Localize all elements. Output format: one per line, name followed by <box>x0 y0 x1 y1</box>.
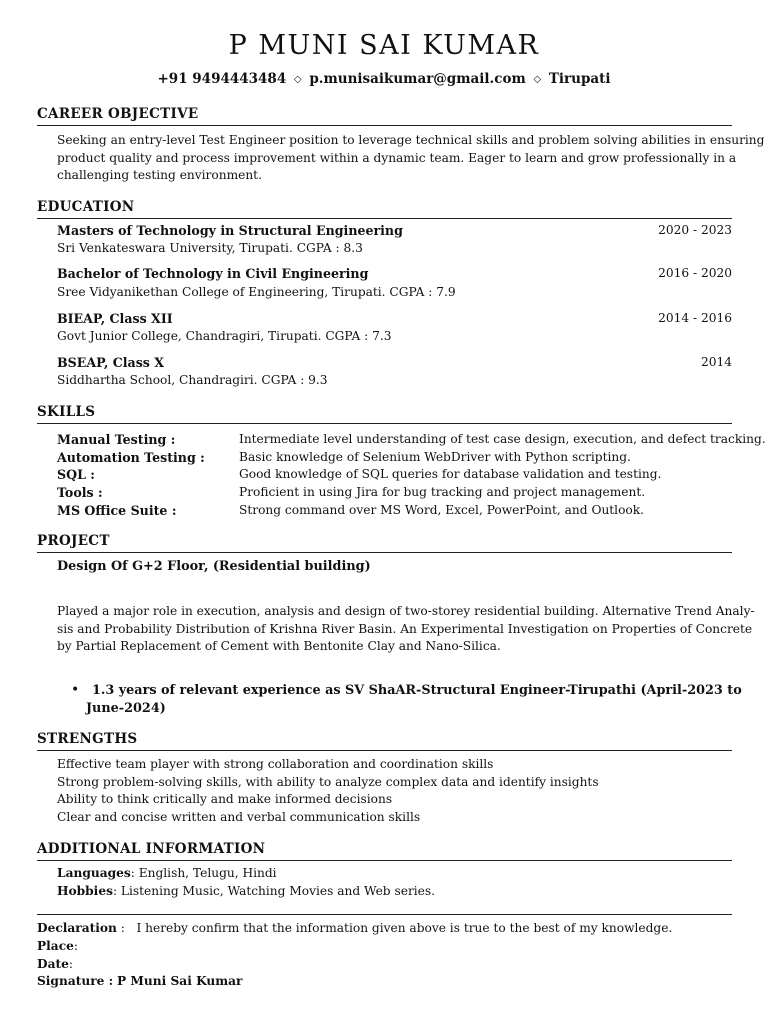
section-divider <box>37 125 732 126</box>
languages-row <box>57 866 277 880</box>
section-divider <box>37 750 732 751</box>
bullet-dot-icon: • <box>71 682 80 698</box>
section-divider <box>37 914 732 915</box>
education-institution: Siddhartha School, Chandragiri. CGPA : 9.3 <box>57 373 328 387</box>
skill-label: SQL : <box>57 467 95 482</box>
email-address: p.munisaikumar@gmail.com <box>309 71 526 87</box>
experience-line: 1.3 years of relevant experience as SV ShaAR-Structural Engineer-Tirupathi (April-2023 to <box>92 683 742 698</box>
education-degree: BIEAP, Class XII <box>57 311 173 326</box>
section-heading-career-objective: CAREER OBJECTIVE <box>37 106 199 122</box>
contact-line <box>0 71 768 87</box>
hobbies-row <box>57 884 435 898</box>
experience-line-continued: June-2024) <box>86 701 166 716</box>
signature-label: Signature : <box>37 974 114 988</box>
phone-number: +91 9494443484 <box>157 71 287 87</box>
project-description-line: sis and Probability Distribution of Krishna River Basin. An Experimental Investigation on Properties of Concrete <box>57 621 753 636</box>
skill-value: Strong command over MS Word, Excel, PowerPoint, and Outlook. <box>239 503 645 517</box>
objective-line: challenging testing environment. <box>57 168 262 182</box>
section-divider <box>37 860 732 861</box>
signature-row <box>37 974 242 988</box>
project-description-line: Played a major role in execution, analysis and design of two-storey residential building. Alternative Trend Analy- <box>57 604 755 618</box>
education-years: 2014 <box>700 355 732 369</box>
section-divider <box>37 423 732 424</box>
skill-value: Good knowledge of SQL queries for database validation and testing. <box>239 467 662 481</box>
skill-label: Automation Testing : <box>57 450 205 465</box>
education-years: 2014 - 2016 <box>658 311 732 325</box>
date-row <box>37 957 73 971</box>
strength-item: Clear and concise written and verbal communication skills <box>57 809 421 824</box>
education-degree: Masters of Technology in Structural Engineering <box>57 223 403 238</box>
skill-label: Tools : <box>57 485 103 500</box>
project-description <box>57 603 755 656</box>
strength-item: Ability to think critically and make informed decisions <box>57 792 393 806</box>
languages-label: Languages <box>57 866 131 880</box>
section-heading-strengths: STRENGTHS <box>37 731 138 747</box>
separator-diamond-icon: ◇ <box>293 74 302 85</box>
signature-value: P Muni Sai Kumar <box>117 974 243 988</box>
separator-diamond-icon: ◇ <box>533 74 542 85</box>
skill-label: Manual Testing : <box>57 432 176 447</box>
declaration-text: : I hereby confirm that the information given above is true to the best of my knowledge. <box>116 921 673 935</box>
skill-value: Basic knowledge of Selenium WebDriver with Python scripting. <box>239 450 631 464</box>
hobbies-value: : Listening Music, Watching Movies and Web series. <box>112 884 436 898</box>
date-value: : <box>68 957 73 971</box>
place-value: : <box>73 939 78 953</box>
skill-value: Proficient in using Jira for bug tracking and project management. <box>239 485 646 499</box>
candidate-name: P MUNI SAI KUMAR <box>228 30 540 61</box>
place-label: Place <box>37 939 74 953</box>
languages-value: : English, Telugu, Hindi <box>130 866 277 880</box>
skill-value: Intermediate level understanding of test case design, execution, and defect tracking. <box>239 432 766 446</box>
strength-item: Effective team player with strong collaboration and coordination skills <box>57 757 494 771</box>
objective-line: Seeking an entry-level Test Engineer position to leverage technical skills and problem solving abilities in ensuring <box>57 133 765 147</box>
declaration-label: Declaration <box>37 921 117 935</box>
section-divider <box>37 218 732 219</box>
skill-label: MS Office Suite : <box>57 503 177 518</box>
education-years: 2016 - 2020 <box>658 266 732 280</box>
section-heading-project: PROJECT <box>37 533 110 549</box>
objective-line: product quality and process improvement within a dynamic team. Eager to learn and grow professionally in a <box>57 150 737 165</box>
education-years: 2020 - 2023 <box>658 223 732 237</box>
hobbies-label: Hobbies <box>57 884 113 898</box>
strength-item: Strong problem-solving skills, with ability to analyze complex data and identify insights <box>57 774 599 789</box>
declaration-row <box>37 921 672 935</box>
location: Tirupati <box>548 71 611 87</box>
education-degree: Bachelor of Technology in Civil Engineering <box>57 266 369 281</box>
education-institution: Sree Vidyanikethan College of Engineering, Tirupati. CGPA : 7.9 <box>57 285 456 299</box>
education-degree: BSEAP, Class X <box>57 355 165 370</box>
education-institution: Sri Venkateswara University, Tirupati. CGPA : 8.3 <box>57 241 363 255</box>
career-objective-text <box>57 132 765 185</box>
strengths-list <box>57 756 599 826</box>
section-heading-skills: SKILLS <box>37 404 96 420</box>
place-row <box>37 939 78 953</box>
education-institution: Govt Junior College, Chandragiri, Tirupati. CGPA : 7.3 <box>57 329 392 343</box>
project-description-line: by Partial Replacement of Cement with Bentonite Clay and Nano-Silica. <box>57 639 501 653</box>
section-heading-education: EDUCATION <box>37 199 135 215</box>
section-divider <box>37 552 732 553</box>
project-title: Design Of G+2 Floor, (Residential building) <box>57 559 371 574</box>
date-label: Date <box>37 957 69 971</box>
section-heading-additional-information: ADDITIONAL INFORMATION <box>37 841 266 857</box>
